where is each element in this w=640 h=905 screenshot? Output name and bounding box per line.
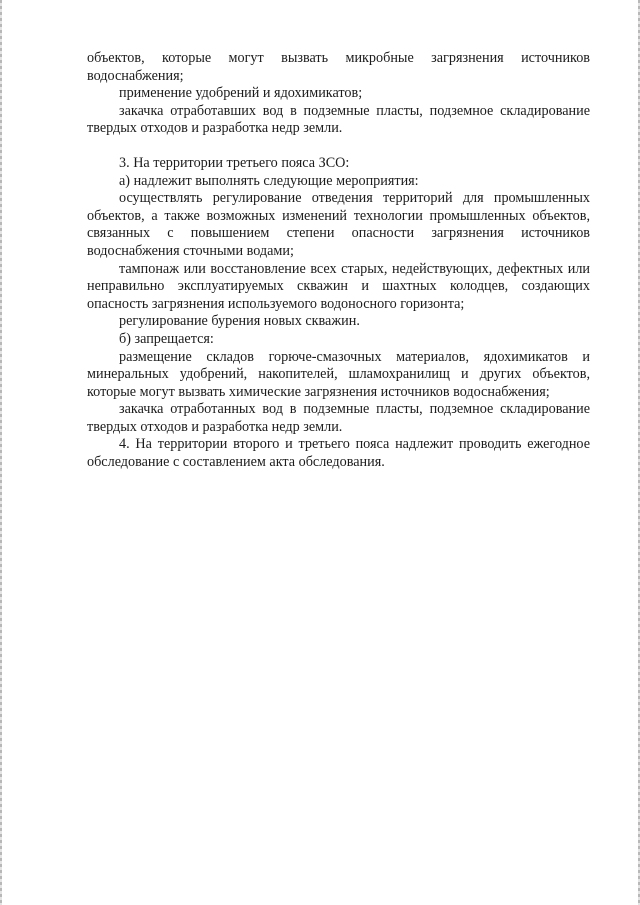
paragraph-territory-regulation: осуществлять регулирование отведения территорий для промышленных объектов, а также возможных изменений технологии промышленных объектов, связанных с повышением степени опасности загрязнения источников водоснабжения сточными водами; (87, 190, 590, 259)
paragraph-waste-injection: закачка отработавших вод в подземные пласты, подземное складирование твердых отходов и разработка недр земли. (87, 102, 590, 137)
section-heading-third-zone: 3. На территории третьего пояса ЗСО: (119, 154, 350, 171)
paragraph-fertilizers: применение удобрений и ядохимикатов; (119, 85, 363, 102)
paragraph-well-plugging: тампонаж или восстановление всех старых, недействующих, дефектных или неправильно эксплуатируемых скважин и шахтных колодцев, создающих опасность загрязнения используемого водоносного горизонта; (87, 260, 590, 312)
subheading-required-measures: а) надлежит выполнять следующие мероприятия: (119, 172, 419, 189)
scan-edge-left (0, 0, 2, 905)
paragraph-microbial-objects: объектов, которые могут вызвать микробные загрязнения источников водоснабжения; (87, 50, 590, 84)
section-annual-inspection: 4. На территории второго и третьего пояса надлежит проводить ежегодное обследование с составлением акта обследования. (87, 436, 590, 471)
document-body (87, 50, 590, 472)
paragraph-storage-placement: размещение складов горюче-смазочных материалов, ядохимикатов и минеральных удобрений, накопителей, шламохранилищ и других объектов, которые могут вызвать химические загрязнения источников водоснабжения; (87, 348, 590, 400)
subheading-prohibited: б) запрещается: (119, 330, 214, 347)
paragraph-drilling-regulation: регулирование бурения новых скважин. (119, 313, 360, 330)
paragraph-waste-water-injection: закачка отработанных вод в подземные пласты, подземное складирование твердых отходов и разработка недр земли. (87, 401, 590, 435)
